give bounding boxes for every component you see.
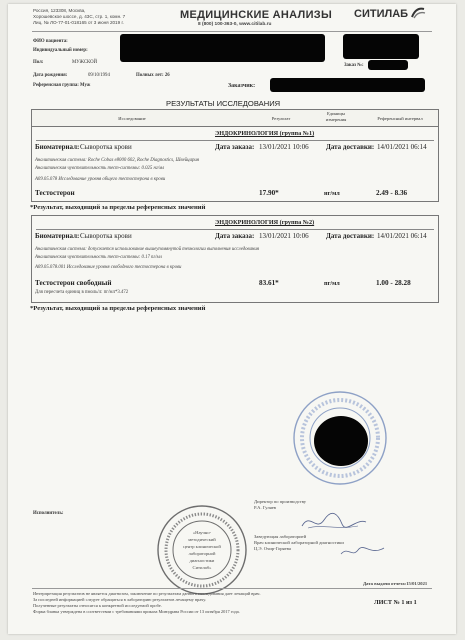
section-2-note-1: Аналитическая система: допускается использование вышеупомянутой технологии выполнения исследования	[35, 247, 260, 252]
report-page	[8, 4, 456, 634]
stamp-line-6: Ситилаб»	[192, 565, 212, 570]
warning-2: *Результат, выходящий за пределы референсных значений	[30, 305, 206, 312]
section-2-delivery-label: Дата доставки:	[326, 232, 375, 240]
redacted-seal	[314, 416, 368, 466]
brand-name: СИТИЛАБ	[354, 8, 409, 20]
dob-label: Дата рождения:	[33, 73, 68, 78]
address-line-3: Лиц. № ЛО-77-01-018165 от 3 июня 2019 г.	[33, 20, 124, 25]
stamp-line-2: методический	[188, 537, 216, 542]
disclaimer-1: Интерпретация результатов не является диагнозом, заключение по результатам данного исследования дает лечащий врач.	[33, 591, 261, 596]
col-units: Единицы измерения	[325, 111, 347, 122]
section-1-title: ЭНДОКРИНОЛОГИЯ (группа №1)	[215, 130, 315, 137]
sheet-number: ЛИСТ № 1 из 1	[374, 599, 417, 606]
brand-logo-icon	[410, 7, 426, 19]
header-title: МЕДИЦИНСКИЕ АНАЛИЗЫ	[180, 9, 333, 21]
section-2-unit-note: Для пересчета единиц в пмоль/л: пг/мл*3.472	[35, 290, 129, 295]
stamp-line-1: «Научно-	[192, 530, 212, 535]
director-name: Р.А. Гуляев	[254, 505, 276, 510]
section-1-biomaterial-label: Биоматериал:	[35, 143, 80, 151]
address-line-1: Россия, 123308, Москва,	[33, 8, 86, 13]
redacted-name	[120, 34, 325, 62]
redacted-customer	[270, 78, 425, 92]
section-1-divider	[36, 140, 434, 141]
section-1-delivery-date: 14/01/2021 06:14	[377, 143, 427, 151]
age-label: Полных лет: 26	[136, 73, 170, 78]
section-2-divider	[36, 229, 434, 230]
section-1-reference: 2.49 - 8.36	[376, 189, 408, 197]
section-1-result: 17.90*	[259, 189, 279, 197]
address-line-2: Хорошевское шоссе, д. 43С, стр. 1, комн. 7	[33, 14, 126, 19]
section-2-order-date-label: Дата заказа:	[215, 232, 255, 240]
section-2-biomaterial: Сыворотка крови	[80, 232, 132, 240]
section-1	[31, 126, 439, 202]
col-study: Исследование	[118, 116, 146, 121]
col-reference: Референсный интервал	[377, 116, 423, 121]
ref-group-label: Референсная группа: Муж	[33, 83, 91, 88]
section-2-note-3: A09.05.078.001 Исследование уровня свободного тестостерона в крови	[35, 265, 182, 270]
section-2-test-name: Тестостерон свободный	[35, 279, 112, 287]
section-1-note-3: A09.05.078 Исследование уровня общего тестостерона в крови	[35, 177, 166, 182]
header-divider	[32, 31, 432, 32]
redacted-order	[368, 60, 408, 70]
disclaimer-3: Полученные результаты относятся к конкретной исследуемой пробе.	[33, 603, 162, 608]
section-1-note-2: Аналитическая чувствительность тест-системы: 0.025 нг/мл	[35, 166, 165, 171]
customer-label: Заказчик:	[228, 83, 256, 89]
section-2-order-date: 13/01/2021 10:06	[259, 232, 309, 240]
stamp-line-3: центр клинической	[183, 544, 221, 549]
disclaimer-2: За последней информацией следует обращаться в лабораторию результатов лечащему врачу.	[33, 597, 207, 602]
section-2-reference: 1.00 - 28.28	[376, 279, 411, 287]
disclaimer-4: Форма бланка утверждена в соответствии с требованиями приказа Минздрава России от 13 октября 2017 года.	[33, 609, 240, 614]
section-2-title: ЭНДОКРИНОЛОГИЯ (группа №2)	[215, 219, 315, 226]
footer-divider	[32, 588, 432, 589]
results-title: РЕЗУЛЬТАТЫ ИССЛЕДОВАНИЯ	[166, 99, 281, 108]
director-signature-icon	[298, 510, 370, 534]
section-1-test-name: Тестостерон	[35, 189, 75, 197]
redacted-barcode	[343, 34, 419, 59]
section-1-note-1: Аналитическая система: Roche Cobas e8000 602, Roche Diagnostics, Швейцария	[35, 158, 200, 163]
section-1-biomaterial: Сыворотка крови	[80, 143, 132, 151]
head-title: Заведующая лабораторией	[254, 534, 307, 539]
executor-label: Исполнитель:	[33, 511, 64, 516]
director-title: Директор по производству	[254, 499, 307, 504]
warning-1: *Результат, выходящий за пределы референсных значений	[30, 204, 206, 211]
section-1-units: нг/мл	[324, 190, 340, 197]
stamp-line-4: лабораторной	[188, 551, 216, 556]
dob-value: 09/10/1994	[88, 73, 110, 78]
stamp-line-5: диагностики	[189, 558, 215, 563]
head-position: Врач клинической лабораторной диагностики	[254, 540, 344, 545]
section-1-delivery-label: Дата доставки:	[326, 143, 375, 151]
order-label: Заказ №:	[344, 63, 364, 68]
section-1-order-date: 13/01/2021 10:06	[259, 143, 309, 151]
head-name: Ц.Э. Очир-Горяева	[254, 546, 291, 551]
section-2-biomaterial-label: Биоматериал:	[35, 232, 80, 240]
company-stamp-icon	[156, 504, 248, 596]
table-header	[31, 109, 439, 127]
id-label: Индивидуальный номер:	[33, 48, 88, 53]
fio-label: ФИО пациента:	[33, 39, 68, 44]
header-contacts: 8 (800) 100-363-0, www.citilab.ru	[198, 22, 272, 27]
section-2-note-2: Аналитическая чувствительность тест-системы: 0.17 пг/мл	[35, 255, 162, 260]
section-1-order-date-label: Дата заказа:	[215, 143, 255, 151]
sex-value: МУЖСКОЙ	[72, 60, 98, 65]
section-2-units: пг/мл	[324, 280, 340, 287]
section-2-delivery-date: 14/01/2021 06:14	[377, 232, 427, 240]
issue-date: Дата выдачи отчета:15/01/2021	[363, 581, 428, 586]
sex-label: Пол:	[33, 60, 44, 65]
head-signature-icon	[338, 544, 388, 560]
col-result: Результат	[271, 116, 291, 121]
section-2-result: 83.61*	[259, 279, 279, 287]
section-2	[31, 215, 439, 303]
